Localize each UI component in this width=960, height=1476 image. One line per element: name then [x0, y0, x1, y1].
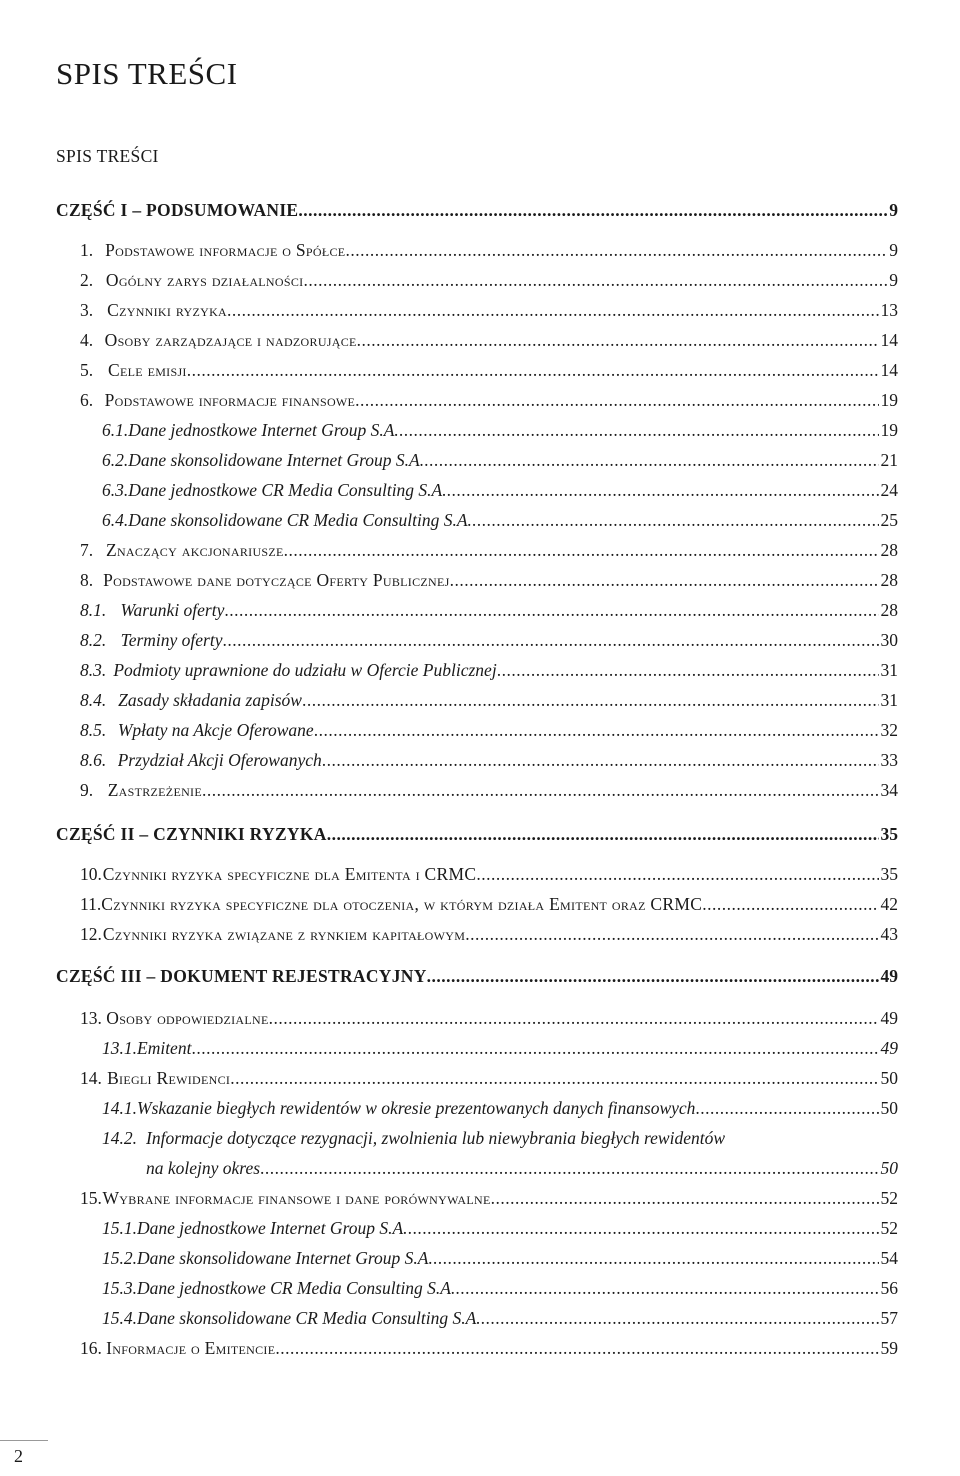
- toc-leader-dots: [408, 1217, 879, 1239]
- toc-entry-number: 6.3.: [102, 480, 129, 500]
- toc-entry-number: 14.: [80, 1068, 102, 1088]
- toc-entry-number: 12.: [80, 924, 102, 944]
- toc-entry-page: 49: [880, 1008, 898, 1028]
- toc-entry-label: Czynniki ryzyka specyficzne dla otoczenia, w którym działa Emitent oraz CRMC: [101, 894, 703, 914]
- toc-entry-number: 8.4.: [80, 690, 107, 710]
- toc-entry-number: 8.: [80, 570, 94, 590]
- toc-entry-page: 50: [880, 1158, 898, 1178]
- toc-leader-dots: [702, 893, 878, 915]
- toc-entry-label: Znaczący akcjonariusze: [105, 540, 284, 560]
- toc-entry-label: Osoby zarządzające i nadzorujące: [104, 330, 357, 350]
- toc-entry-page: 35: [880, 824, 898, 844]
- toc-leader-dots: [497, 659, 879, 681]
- toc-entry-number: 8.3.: [80, 660, 107, 680]
- toc-entry-number: 15.3.: [102, 1278, 137, 1298]
- toc-entry-label: Dane skonsolidowane CR Media Consulting S.A.: [137, 1308, 481, 1328]
- toc-entry-number: 15.2.: [102, 1248, 137, 1268]
- toc-entry[interactable]: [80, 749, 898, 771]
- toc-leader-dots: [284, 539, 879, 561]
- toc-entry[interactable]: [80, 1067, 898, 1089]
- toc-entry[interactable]: [102, 1247, 898, 1269]
- toc-entry-number: 6.1.: [102, 420, 129, 440]
- toc-leader-dots: [450, 569, 879, 591]
- toc-entry-label: Zastrzeżenie: [107, 780, 202, 800]
- toc-leader-dots: [187, 359, 879, 381]
- toc-entry[interactable]: [80, 599, 898, 621]
- toc-entry-page: 31: [880, 660, 898, 680]
- toc-entry-number: 3.: [80, 300, 94, 320]
- toc-leader-dots: [399, 419, 879, 441]
- toc-leader-dots: [355, 389, 878, 411]
- toc-leader-dots: [433, 1247, 879, 1269]
- toc-entry-page: 21: [880, 450, 898, 470]
- toc-leader-dots: [345, 239, 887, 261]
- toc-entry[interactable]: [56, 199, 898, 221]
- toc-entry-page: 43: [880, 924, 898, 944]
- toc-entry-label: Osoby odpowiedzialne: [106, 1008, 269, 1028]
- toc-entry-number: 11.: [80, 894, 102, 914]
- toc-entry[interactable]: [102, 479, 898, 501]
- toc-entry-page: 34: [880, 780, 898, 800]
- toc-entry[interactable]: [80, 779, 898, 801]
- toc-entry-number: 6.: [80, 390, 94, 410]
- toc-leader-dots: [260, 1157, 878, 1179]
- toc-entry-number: 6.4.: [102, 510, 129, 530]
- toc-entry-number: 5.: [80, 360, 94, 380]
- toc-entry[interactable]: [80, 1187, 898, 1209]
- toc-leader-dots: [314, 719, 879, 741]
- toc-entry-page: 14: [880, 360, 898, 380]
- toc-entry-number: 6.2.: [102, 450, 129, 470]
- toc-entry[interactable]: [80, 389, 898, 411]
- toc-leader-dots: [472, 509, 879, 531]
- toc-entry[interactable]: [102, 449, 898, 471]
- toc-entry-page: 19: [880, 390, 898, 410]
- toc-entry-page: 52: [880, 1218, 898, 1238]
- toc-entry[interactable]: [80, 863, 898, 885]
- toc-entry[interactable]: [80, 1007, 898, 1029]
- toc-entry[interactable]: [102, 1307, 898, 1329]
- toc-entry-page: 50: [880, 1068, 898, 1088]
- toc-entry-page: 24: [880, 480, 898, 500]
- toc-entry-number: 14.2.: [102, 1128, 137, 1148]
- toc-entry-page: 35: [880, 864, 898, 884]
- toc-entry-label: Wybrane informacje finansowe i dane porównywalne: [102, 1188, 491, 1208]
- toc-entry-number: 14.1.: [102, 1098, 137, 1118]
- toc-entry-page: 57: [880, 1308, 898, 1328]
- toc-leader-dots: [424, 449, 878, 471]
- toc-entry-label: Wskazanie biegłych rewidentów w okresie prezentowanych danych finansowych: [137, 1098, 696, 1118]
- toc-entry[interactable]: [102, 1277, 898, 1299]
- toc-leader-dots: [227, 299, 878, 321]
- toc-entry-page: 42: [880, 894, 898, 914]
- toc-entry[interactable]: [80, 659, 898, 681]
- toc-entry-page: 19: [880, 420, 898, 440]
- toc-entry-label: Warunki oferty: [120, 600, 225, 620]
- toc-entry[interactable]: [80, 629, 898, 651]
- toc-entry[interactable]: [80, 923, 898, 945]
- toc-leader-dots: [695, 1097, 878, 1119]
- footer-rule: [0, 1440, 48, 1441]
- toc-entry[interactable]: [80, 329, 898, 351]
- toc-entry-page: 14: [880, 330, 898, 350]
- toc-leader-dots: [476, 863, 878, 885]
- toc-entry[interactable]: [80, 1337, 898, 1359]
- toc-entry[interactable]: [102, 1037, 898, 1059]
- toc-entry-number: 15.4.: [102, 1308, 137, 1328]
- toc-entry-label: Cele emisji: [108, 360, 187, 380]
- toc-leader-dots: [224, 599, 878, 621]
- toc-entry-label: Czynniki ryzyka związane z rynkiem kapitałowym: [102, 924, 466, 944]
- toc-entry-number: 8.1.: [80, 600, 107, 620]
- toc-leader-dots: [230, 1067, 878, 1089]
- toc-entry-label: Przydział Akcji Oferowanych: [117, 750, 322, 770]
- toc-entry[interactable]: [80, 689, 898, 711]
- toc-entry-number: 15.: [80, 1188, 102, 1208]
- toc-entry-number: 1.: [80, 240, 94, 260]
- toc-entry-label: Podstawowe informacje o Spółce: [105, 240, 346, 260]
- toc-entry-number: 13.1.: [102, 1038, 137, 1058]
- toc-leader-dots: [302, 689, 879, 711]
- toc-leader-dots: [191, 1037, 878, 1059]
- toc-entry-label: Czynniki ryzyka specyficzne dla Emitenta i CRMC: [102, 864, 477, 884]
- toc-leader-dots: [455, 1277, 878, 1299]
- toc-leader-dots: [322, 749, 879, 771]
- toc-entry-label: Dane jednostkowe Internet Group S.A.: [137, 1218, 408, 1238]
- toc-entry[interactable]: [102, 1127, 898, 1149]
- toc-leader-dots: [357, 329, 879, 351]
- toc-entry-number: 8.2.: [80, 630, 107, 650]
- toc-leader-dots: [223, 629, 879, 651]
- toc-entry-page: 31: [880, 690, 898, 710]
- toc-entry-page: 32: [880, 720, 898, 740]
- toc-entry[interactable]: [80, 719, 898, 741]
- toc-entry-label: CZĘŚĆ II – CZYNNIKI RYZYKA: [56, 824, 327, 844]
- toc-entry-number: 15.1.: [102, 1218, 137, 1238]
- toc-entry-page: 30: [880, 630, 898, 650]
- toc-entry[interactable]: [102, 1217, 898, 1239]
- toc-entry-page: 28: [880, 570, 898, 590]
- toc-entry-label: Ogólny zarys działalności: [105, 270, 304, 290]
- toc-entry-label: Informacje o Emitencie: [106, 1338, 276, 1358]
- toc-entry-label: Podstawowe dane dotyczące Oferty Publicznej: [103, 570, 450, 590]
- toc-entry-label: Wpłaty na Akcje Oferowane: [117, 720, 314, 740]
- toc-entry-page: 9: [889, 270, 898, 290]
- toc-entry[interactable]: [80, 269, 898, 291]
- toc-entry-label: Informacje dotyczące rezygnacji, zwolnienia lub niewybrania biegłych rewidentów: [146, 1128, 726, 1148]
- toc-entry-label: Dane skonsolidowane CR Media Consulting S.A.: [128, 510, 472, 530]
- toc-entry-number: 8.5.: [80, 720, 107, 740]
- toc-entry-label: Emitent: [137, 1038, 192, 1058]
- toc-entry-number: 2.: [80, 270, 94, 290]
- toc-leader-dots: [427, 965, 879, 987]
- toc-entry-page: 13: [880, 300, 898, 320]
- toc-entry-page: 49: [880, 966, 898, 986]
- toc-entry-page: 56: [880, 1278, 898, 1298]
- toc-entry-label: na kolejny okres: [146, 1158, 261, 1178]
- toc-leader-dots: [481, 1307, 879, 1329]
- toc-entry[interactable]: [80, 539, 898, 561]
- toc-entry-page: 25: [880, 510, 898, 530]
- toc-entry-number: 16.: [80, 1338, 102, 1358]
- toc-entry-number: 4.: [80, 330, 94, 350]
- toc-entry-label: Dane skonsolidowane Internet Group S.A.: [128, 450, 425, 470]
- toc-entry-label: Podstawowe informacje finansowe: [104, 390, 356, 410]
- page-number: 2: [14, 1446, 23, 1466]
- toc-entry-label: Czynniki ryzyka: [107, 300, 228, 320]
- toc-entry[interactable]: [102, 509, 898, 531]
- toc-entry-page: 33: [880, 750, 898, 770]
- toc-entry-label: SPIS TREŚCI: [56, 146, 159, 166]
- toc-entry-label: Dane jednostkowe CR Media Consulting S.A.: [137, 1278, 456, 1298]
- toc-entry-label: CZĘŚĆ I – PODSUMOWANIE: [56, 200, 299, 220]
- toc-entry-page: 28: [880, 540, 898, 560]
- toc-entry[interactable]: [80, 893, 898, 915]
- toc-entry-page: 54: [880, 1248, 898, 1268]
- toc-entry-label: Podmioty uprawnione do udziału w Ofercie Publicznej: [113, 660, 497, 680]
- toc-entry-number: 13.: [80, 1008, 102, 1028]
- toc-entry-page: 9: [889, 240, 898, 260]
- toc-leader-dots: [491, 1187, 879, 1209]
- toc-entry[interactable]: [102, 419, 898, 441]
- toc-entry-page: 9: [889, 200, 898, 220]
- toc-entry[interactable]: [80, 569, 898, 591]
- toc-entry-page: 28: [880, 600, 898, 620]
- toc-leader-dots: [298, 199, 887, 221]
- toc-leader-dots: [327, 823, 879, 845]
- toc-entry[interactable]: [56, 823, 898, 845]
- toc-entry-label: Biegli Rewidenci: [107, 1068, 231, 1088]
- toc-leader-dots: [202, 779, 879, 801]
- toc-leader-dots: [465, 923, 878, 945]
- toc-entry-label: Dane jednostkowe CR Media Consulting S.A.: [128, 480, 447, 500]
- toc-entry-label: CZĘŚĆ III – DOKUMENT REJESTRACYJNY: [56, 966, 427, 986]
- toc-entry-label: Dane jednostkowe Internet Group S.A.: [128, 420, 399, 440]
- toc-entry-label: Zasady składania zapisów: [118, 690, 302, 710]
- toc-entry-page: 49: [880, 1038, 898, 1058]
- toc-entry[interactable]: [80, 239, 898, 261]
- toc-entry-label: Dane skonsolidowane Internet Group S.A.: [137, 1248, 433, 1268]
- toc-entry[interactable]: [56, 965, 898, 987]
- toc-entry[interactable]: [56, 145, 898, 167]
- toc-entry-page: 50: [880, 1098, 898, 1118]
- toc-entry-page: 59: [880, 1338, 898, 1358]
- toc-entry-page: 52: [880, 1188, 898, 1208]
- page-title: SPIS TREŚCI: [56, 56, 238, 91]
- toc-leader-dots: [269, 1007, 879, 1029]
- toc-entry[interactable]: [80, 299, 898, 321]
- toc-entry-number: 7.: [80, 540, 94, 560]
- toc-entry-number: 8.6.: [80, 750, 107, 770]
- toc-leader-dots: [303, 269, 887, 291]
- toc-entry[interactable]: [80, 359, 898, 381]
- toc-leader-dots: [275, 1337, 878, 1359]
- toc-entry-label: Terminy oferty: [120, 630, 223, 650]
- toc-entry-number: 9.: [80, 780, 94, 800]
- toc-entry[interactable]: [102, 1097, 898, 1119]
- toc-entry[interactable]: [146, 1157, 898, 1179]
- toc-leader-dots: [447, 479, 879, 501]
- toc-entry-number: 10.: [80, 864, 102, 884]
